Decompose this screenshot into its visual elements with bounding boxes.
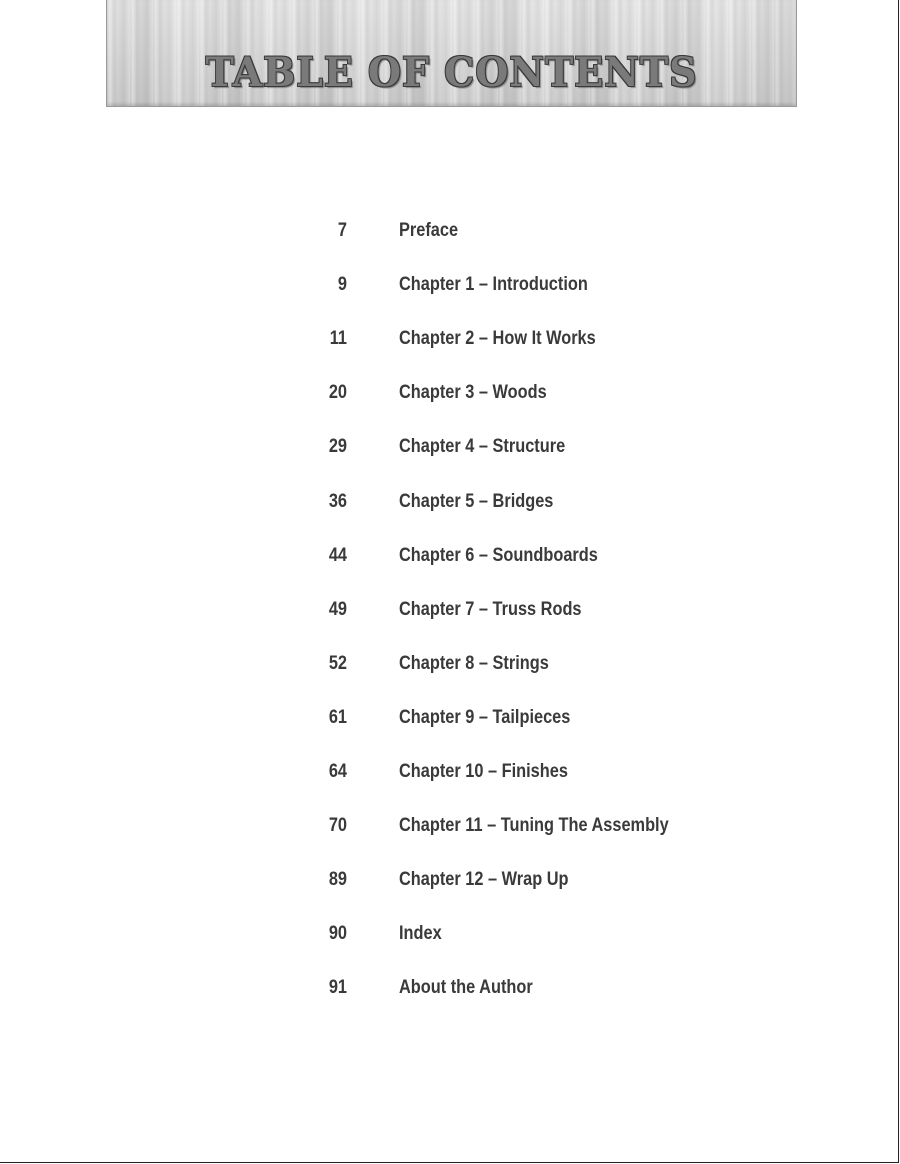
toc-entry-title: Chapter 1 – Introduction — [399, 274, 588, 296]
page-title: TABLE OF CONTENTS — [205, 49, 698, 96]
toc-entry-chapter-11[interactable] — [300, 799, 760, 853]
header-banner — [106, 0, 797, 107]
toc-entry-index[interactable] — [300, 907, 760, 961]
toc-entry-title: Chapter 2 – How It Works — [399, 328, 596, 350]
toc-entry-title: Chapter 12 – Wrap Up — [399, 869, 569, 891]
toc-entry-title: About the Author — [399, 977, 533, 999]
toc-entry-title: Chapter 6 – Soundboards — [399, 544, 598, 566]
toc-page-number: 90 — [328, 923, 347, 945]
toc-entry-chapter-9[interactable] — [300, 691, 760, 745]
toc-entry-title: Chapter 3 – Woods — [399, 382, 547, 404]
toc-entry-title: Chapter 4 – Structure — [399, 436, 566, 458]
toc-entry-chapter-6[interactable] — [300, 529, 760, 583]
toc-entry-chapter-7[interactable] — [300, 583, 760, 637]
toc-entry-chapter-2[interactable] — [300, 312, 760, 366]
toc-entry-chapter-4[interactable] — [300, 420, 760, 474]
toc-entry-title: Chapter 10 – Finishes — [399, 760, 568, 782]
toc-entry-chapter-10[interactable] — [300, 745, 760, 799]
toc-page-number: 49 — [328, 598, 347, 620]
toc-entry-title: Chapter 7 – Truss Rods — [399, 598, 582, 620]
toc-page-number: 11 — [329, 328, 347, 350]
toc-entry-title: Preface — [399, 220, 459, 242]
toc-entry-title: Chapter 11 – Tuning The Assembly — [399, 815, 669, 837]
toc-entry-chapter-8[interactable] — [300, 637, 760, 691]
toc-page-number: 70 — [328, 815, 347, 837]
toc-entry-chapter-5[interactable] — [300, 474, 760, 528]
toc-page-number: 44 — [328, 544, 347, 566]
toc-entry-title: Chapter 5 – Bridges — [399, 490, 554, 512]
toc-page-number: 52 — [328, 652, 347, 674]
table-of-contents — [300, 204, 760, 1015]
toc-page-number: 20 — [328, 382, 347, 404]
toc-entry-preface[interactable] — [300, 204, 760, 258]
toc-entry-chapter-12[interactable] — [300, 853, 760, 907]
toc-page-number: 89 — [328, 869, 347, 891]
toc-page-number: 7 — [337, 220, 347, 242]
toc-entry-title: Chapter 9 – Tailpieces — [399, 706, 571, 728]
toc-entry-about-the-author[interactable] — [300, 961, 760, 1015]
toc-page-number: 64 — [328, 760, 347, 782]
toc-page-number: 91 — [328, 977, 347, 999]
toc-entry-chapter-3[interactable] — [300, 366, 760, 420]
toc-entry-title: Chapter 8 – Strings — [399, 652, 549, 674]
toc-entry-title: Index — [399, 923, 442, 945]
toc-page-number: 9 — [337, 274, 347, 296]
toc-entry-chapter-1[interactable] — [300, 258, 760, 312]
toc-page-number: 61 — [328, 706, 347, 728]
toc-page-number: 29 — [328, 436, 347, 458]
toc-page-number: 36 — [328, 490, 347, 512]
